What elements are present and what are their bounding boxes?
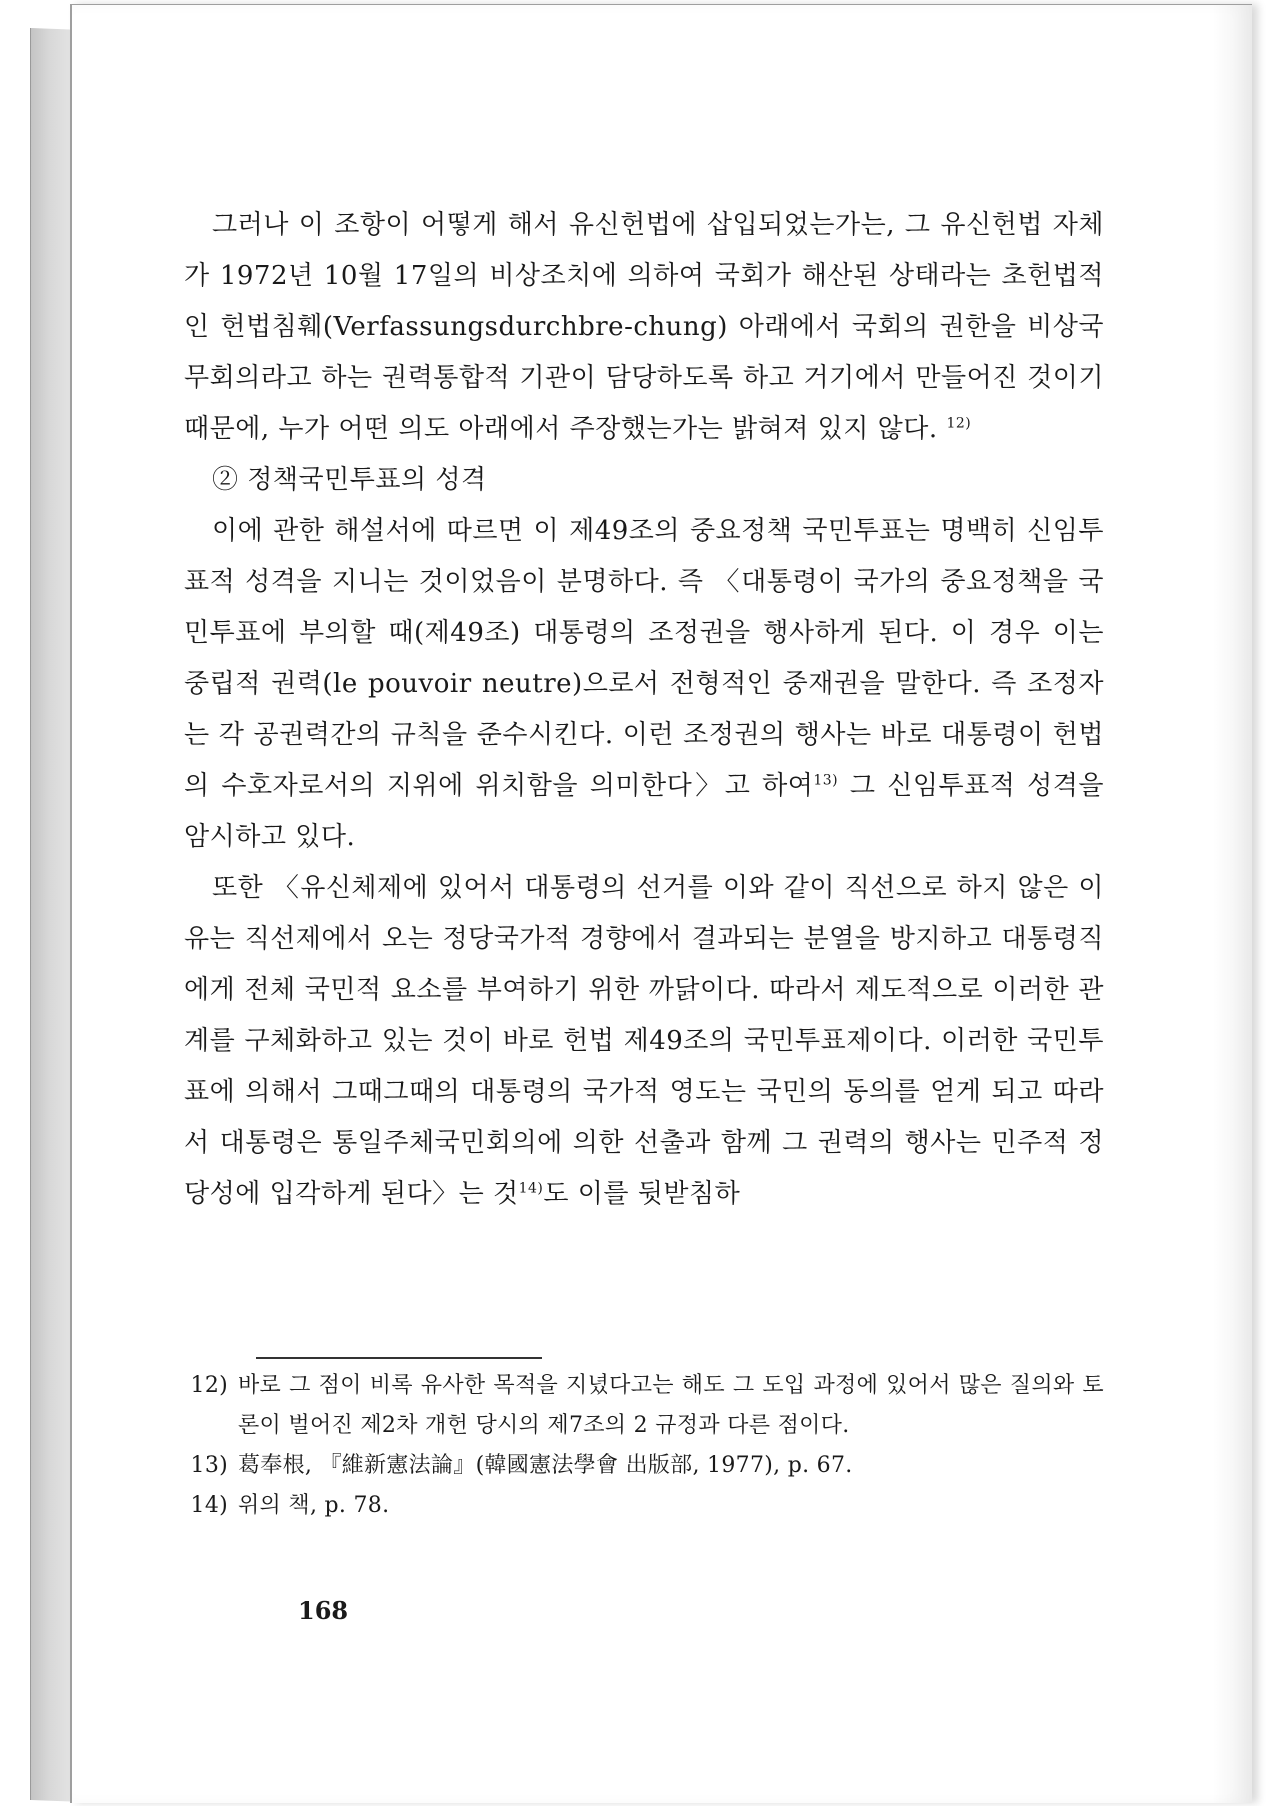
paragraph-2-text-end: 그 신임투표적 성격을 암시하고 있다. xyxy=(184,771,1104,852)
footnote-14 xyxy=(184,1486,1104,1526)
paragraph-2 xyxy=(184,506,1104,863)
footnote-number: 14) xyxy=(190,1493,228,1518)
footnote-ref-12: 12) xyxy=(946,415,972,432)
footnote-text: 위의 책, p. 78. xyxy=(238,1493,390,1518)
paragraph-2-text: 이에 관한 해설서에 따르면 이 제49조의 중요정책 국민투표는 명백히 신임투표적 성격을 지니는 것이었음이 분명하다. 즉 〈대통령이 국가의 중요정책을 국민투표에 부의할 때(제49조) 대통령의 조정권을 행사하게 된다. 이 경우 이는 중립적 권력(le pouvoir neutre)으로서 전형적인 중재권을 말한다. 즉 조정자는 각 공권력간의 규칙을 준수시킨다. 이런 조정권의 행사는 바로 대통령이 헌법의 수호자로서의 지위에 위치함을 의미한다〉고 하여 xyxy=(184,516,1104,801)
paragraph-3 xyxy=(184,863,1104,1220)
paragraph-3-text: 또한 〈유신체제에 있어서 대통령의 선거를 이와 같이 직선으로 하지 않은 이유는 직선제에서 오는 정당국가적 경향에서 결과되는 분열을 방지하고 대통령직에게 전체 국민적 요소를 부여하기 위한 까닭이다. 따라서 제도적으로 이러한 관계를 구체화하고 있는 것이 바로 헌법 제49조의 국민투표제이다. 이러한 국민투표에 의해서 그때그때의 대통령의 국가적 영도는 국민의 동의를 얻게 되고 따라서 대통령은 통일주체국민회의에 의한 선출과 함께 그 권력의 행사는 민주적 정당성에 입각하게 된다〉는 것 xyxy=(184,873,1104,1209)
footnote-13 xyxy=(184,1446,1104,1486)
paragraph-3-text-end: 도 이를 뒷받침하 xyxy=(543,1179,741,1209)
footnote-divider xyxy=(256,1357,542,1359)
footnote-number: 12) xyxy=(190,1373,228,1398)
body-text xyxy=(184,200,1104,1220)
footnote-ref-13: 13) xyxy=(813,772,839,789)
paragraph-1 xyxy=(184,200,1104,455)
footnote-text: 葛奉根, 『維新憲法論』(韓國憲法學會 出版部, 1977), p. 67. xyxy=(238,1453,853,1478)
footnote-ref-14: 14) xyxy=(518,1180,544,1197)
footnote-text: 바로 그 점이 비록 유사한 목적을 지녔다고는 해도 그 도입 과정에 있어서 많은 질의와 토론이 벌어진 제2차 개헌 당시의 제7조의 2 규정과 다른 점이다. xyxy=(238,1373,1104,1438)
footnote-number: 13) xyxy=(190,1453,228,1478)
section-heading: ② 정책국민투표의 성격 xyxy=(212,465,487,495)
page-number: 168 xyxy=(298,1596,349,1625)
footnote-12 xyxy=(184,1366,1104,1446)
page-shade xyxy=(1212,5,1252,1803)
footnotes xyxy=(184,1366,1104,1526)
paragraph-1-text: 그러나 이 조항이 어떻게 해서 유신헌법에 삽입되었는가는, 그 유신헌법 자체가 1972년 10월 17일의 비상조치에 의하여 국회가 해산된 상태라는 초헌법적인 헌법침훼(Verfassungsdurchbre-chung) 아래에서 국회의 권한을 비상국무회의라고 하는 권력통합적 기관이 담당하도록 하고 거기에서 만들어진 것이기 때문에, 누가 어떤 의도 아래에서 주장했는가는 밝혀져 있지 않다. xyxy=(184,210,1104,444)
